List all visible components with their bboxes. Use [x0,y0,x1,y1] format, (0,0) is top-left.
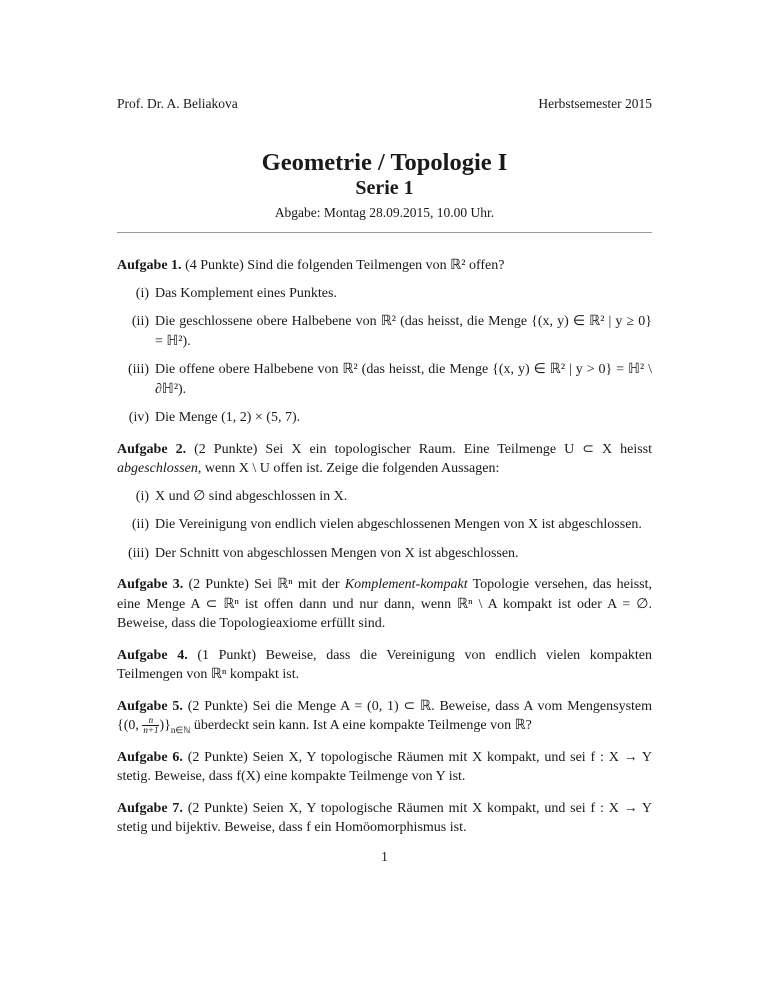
item-text: Das Komplement eines Punktes. [155,285,337,301]
task-text: Seien X, Y topologische Räumen mit X kompakt, und sei f : X → Y stetig. Beweise, dass f(X) eine kompakte Teilmenge von Y ist. [117,749,653,784]
task-text: Sei die Menge A = (0, 1) ⊂ ℝ. Beweise, dass A vom Mengensystem {(0, [117,698,653,733]
page-number: 1 [381,849,388,864]
task-text: )} [159,718,171,733]
task-item [117,284,652,304]
task-item [117,312,652,351]
item-label: (iv) [128,410,149,425]
task-text: Sei X ein topologischer Raum. Eine Teilmenge U ⊂ X heisst [265,441,653,457]
fraction-numerator: n [142,716,159,726]
task-heading: Aufgabe 4. [117,647,188,663]
task-points: (2 Punkte) [194,441,258,457]
task-items [117,487,652,564]
task-text: Sei ℝⁿ mit der [254,577,345,592]
item-label: (ii) [131,517,149,532]
item-text: Die offene obere Halbebene von ℝ² (das heisst, die Menge {(x, y) ∈ ℝ² | y > 0} = ℍ² \ ∂ℍ²). [155,362,652,397]
item-label: (i) [135,285,149,301]
exercise-list [117,256,652,850]
page-header [117,96,652,112]
document-subtitle: Serie 1 [355,177,414,199]
task-text: Sind die folgenden Teilmengen von ℝ² offen? [247,258,505,273]
item-label: (i) [135,488,149,504]
task-points: (2 Punkte) [187,749,248,765]
item-label: (ii) [131,314,149,329]
task-item [117,487,652,507]
task-text: Seien X, Y topologische Räumen mit X kompakt, und sei f : X → Y stetig und bijektiv. Beweise, dass f ein Homöomorphismus ist. [117,800,653,835]
subscript: n∈ℕ [170,724,191,735]
deadline: Abgabe: Montag 28.09.2015, 10.00 Uhr. [274,205,495,220]
item-text: Die geschlossene obere Halbebene von ℝ² (das heisst, die Menge {(x, y) ∈ ℝ² | y ≥ 0} = ℍ²). [155,314,652,349]
task-item [117,408,652,428]
task-points: (2 Punkte) [187,698,248,714]
document-title: Geometrie / Topologie I [261,149,508,176]
task-points: (4 Punkte) [185,258,244,273]
semester: Herbstsemester 2015 [538,96,652,111]
item-text: X und ∅ sind abgeschlossen in X. [155,488,348,504]
task-text: Topologie versehen, das heisst, eine Menge A ⊂ ℝⁿ ist offen dann und nur dann, wenn ℝⁿ \ A kompakt ist oder A = ∅. Beweise, dass die Topologieaxiome erfüllt sind. [117,577,653,631]
task-points: (1 Punkt) [197,647,256,663]
task-5 [117,697,652,736]
task-emphasis: abgeschlossen [117,461,198,476]
task-text: überdeckt sein kann. Ist A eine kompakte Teilmenge von ℝ? [190,718,532,733]
task-item [117,544,652,564]
task-heading: Aufgabe 5. [117,698,183,714]
fraction [142,716,159,735]
task-items [117,284,652,428]
item-label: (iii) [128,545,149,561]
task-points: (2 Punkte) [187,800,248,816]
task-7 [117,799,652,838]
item-label: (iii) [128,362,149,377]
author: Prof. Dr. A. Beliakova [117,96,238,111]
fraction-denominator: n+1 [143,725,159,736]
task-emphasis: Komplement-kompakt [344,577,468,592]
task-text: , wenn X \ U offen ist. Zeige die folgenden Aussagen: [197,461,500,476]
item-text: Die Vereinigung von endlich vielen abgeschlossenen Mengen von X ist abgeschlossen. [155,517,642,532]
item-text: Die Menge (1, 2) × (5, 7). [155,410,301,425]
task-2 [117,440,652,564]
task-item [117,515,652,535]
task-heading: Aufgabe 3. [117,577,184,592]
task-3 [117,575,652,634]
task-text: Beweise, dass die Vereinigung von endlich vielen kompakten Teilmengen von ℝⁿ kompakt ist. [117,647,653,682]
task-item [117,360,652,399]
task-heading: Aufgabe 1. [117,258,182,273]
task-heading: Aufgabe 7. [117,800,183,816]
task-1 [117,256,652,428]
task-6 [117,748,652,787]
header-divider [117,232,652,233]
item-text: Der Schnitt von abgeschlossen Mengen von X ist abgeschlossen. [155,545,519,561]
task-heading: Aufgabe 2. [117,441,187,457]
task-points: (2 Punkte) [188,577,249,592]
task-4 [117,646,652,685]
task-heading: Aufgabe 6. [117,749,183,765]
